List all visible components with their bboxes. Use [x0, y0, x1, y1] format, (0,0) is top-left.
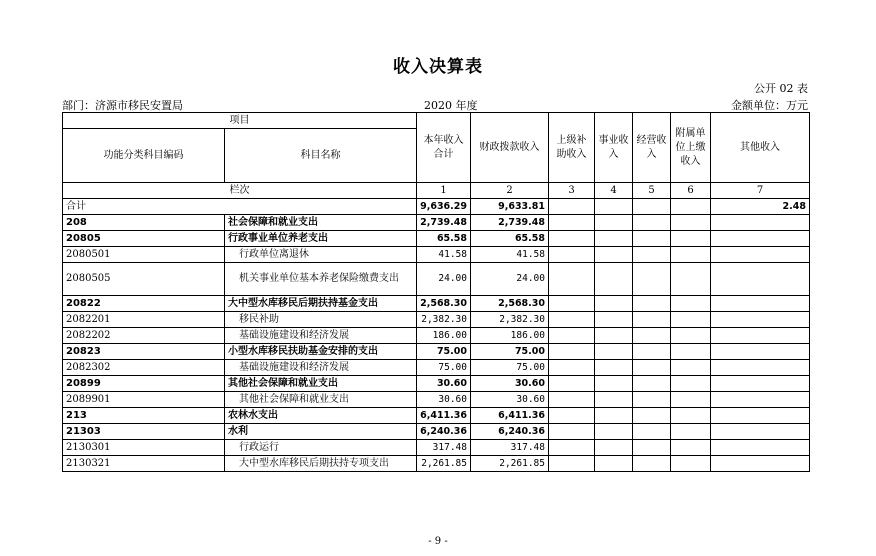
cell-name: 行政运行	[225, 440, 417, 456]
page-title: 收入决算表	[393, 57, 483, 77]
table-row	[63, 312, 810, 328]
cell-superior	[549, 328, 595, 344]
cell-code: 2080505	[63, 263, 225, 296]
cell-operating	[633, 263, 671, 296]
cell-code: 2082202	[63, 328, 225, 344]
table-row	[63, 424, 810, 440]
cell-operating	[633, 215, 671, 231]
cell-operating	[633, 328, 671, 344]
cell-total: 65.58	[417, 231, 471, 247]
cell-fiscal: 186.00	[471, 328, 549, 344]
table-row	[63, 408, 810, 424]
cell-business	[595, 215, 633, 231]
cell-affiliated	[671, 231, 711, 247]
cell-name: 社会保障和就业支出	[225, 215, 417, 231]
cell-affiliated	[671, 424, 711, 440]
cell-other: 2.48	[711, 199, 810, 215]
cell-operating	[633, 456, 671, 472]
revenue-table	[62, 112, 810, 472]
cell-superior	[549, 344, 595, 360]
cell-operating	[633, 360, 671, 376]
cell-superior	[549, 360, 595, 376]
cell-business	[595, 312, 633, 328]
table-row	[63, 263, 810, 296]
cell-total: 30.60	[417, 392, 471, 408]
department-label: 部门：济源市移民安置局	[62, 99, 183, 112]
cell-operating	[633, 408, 671, 424]
cell-other	[711, 456, 810, 472]
table-row	[63, 328, 810, 344]
cell-fiscal: 41.58	[471, 247, 549, 263]
cell-superior	[549, 312, 595, 328]
cell-superior	[549, 408, 595, 424]
cell-code: 208	[63, 215, 225, 231]
cell-business	[595, 440, 633, 456]
cell-operating	[633, 440, 671, 456]
header-project: 项目	[63, 113, 417, 129]
table-row	[63, 360, 810, 376]
cell-business	[595, 263, 633, 296]
cell-name: 基础设施建设和经济发展	[225, 360, 417, 376]
cell-name: 基础设施建设和经济发展	[225, 328, 417, 344]
cell-superior	[549, 440, 595, 456]
cell-superior	[549, 231, 595, 247]
cell-name: 行政单位离退休	[225, 247, 417, 263]
cell-fiscal: 2,568.30	[471, 296, 549, 312]
table-row	[63, 199, 810, 215]
cell-other	[711, 408, 810, 424]
table-row	[63, 456, 810, 472]
cell-business	[595, 456, 633, 472]
table-row	[63, 296, 810, 312]
year-label: 2020 年度	[424, 99, 478, 112]
cell-other	[711, 440, 810, 456]
cell-other	[711, 312, 810, 328]
cell-other	[711, 296, 810, 312]
cell-operating	[633, 312, 671, 328]
cell-total: 2,739.48	[417, 215, 471, 231]
cell-name: 小型水库移民扶助基金安排的支出	[225, 344, 417, 360]
column-index: 6	[671, 183, 711, 199]
cell-total: 6,240.36	[417, 424, 471, 440]
cell-affiliated	[671, 247, 711, 263]
column-index: 4	[595, 183, 633, 199]
header-business: 事业收入	[595, 113, 633, 183]
cell-business	[595, 328, 633, 344]
column-index: 7	[711, 183, 810, 199]
cell-total: 2,568.30	[417, 296, 471, 312]
cell-affiliated	[671, 440, 711, 456]
cell-fiscal: 9,633.81	[471, 199, 549, 215]
table-row	[63, 376, 810, 392]
cell-total: 30.60	[417, 376, 471, 392]
cell-superior	[549, 296, 595, 312]
cell-business	[595, 376, 633, 392]
column-index-label: 栏次	[63, 183, 417, 199]
cell-code: 2082201	[63, 312, 225, 328]
cell-fiscal: 24.00	[471, 263, 549, 296]
cell-affiliated	[671, 312, 711, 328]
cell-name: 农林水支出	[225, 408, 417, 424]
cell-operating	[633, 296, 671, 312]
page-number: - 9 -	[428, 536, 448, 547]
cell-code: 20805	[63, 231, 225, 247]
table-row	[63, 440, 810, 456]
cell-total: 2,261.85	[417, 456, 471, 472]
header-total: 本年收入合计	[417, 113, 471, 183]
column-index: 5	[633, 183, 671, 199]
cell-superior	[549, 247, 595, 263]
cell-affiliated	[671, 376, 711, 392]
cell-code: 213	[63, 408, 225, 424]
cell-fiscal: 75.00	[471, 344, 549, 360]
cell-fiscal: 75.00	[471, 360, 549, 376]
cell-code: 20822	[63, 296, 225, 312]
cell-code: 20823	[63, 344, 225, 360]
column-index: 3	[549, 183, 595, 199]
form-number: 公开 02 表	[754, 82, 808, 95]
table-row	[63, 344, 810, 360]
cell-fiscal: 2,261.85	[471, 456, 549, 472]
cell-name: 水利	[225, 424, 417, 440]
cell-fiscal: 317.48	[471, 440, 549, 456]
cell-affiliated	[671, 392, 711, 408]
cell-other	[711, 424, 810, 440]
cell-code: 2130301	[63, 440, 225, 456]
cell-code: 2082302	[63, 360, 225, 376]
table-row	[63, 247, 810, 263]
cell-total: 186.00	[417, 328, 471, 344]
cell-operating	[633, 424, 671, 440]
cell-code: 20899	[63, 376, 225, 392]
cell-name: 其他社会保障和就业支出	[225, 392, 417, 408]
cell-superior	[549, 376, 595, 392]
cell-superior	[549, 215, 595, 231]
cell-code: 2080501	[63, 247, 225, 263]
cell-business	[595, 199, 633, 215]
cell-operating	[633, 376, 671, 392]
cell-total: 41.58	[417, 247, 471, 263]
cell-name: 行政事业单位养老支出	[225, 231, 417, 247]
cell-affiliated	[671, 360, 711, 376]
cell-code: 合计	[63, 199, 417, 215]
header-code: 功能分类科目编码	[63, 129, 225, 183]
cell-fiscal: 2,382.30	[471, 312, 549, 328]
cell-name: 机关事业单位基本养老保险缴费支出	[225, 263, 417, 296]
cell-other	[711, 247, 810, 263]
cell-operating	[633, 199, 671, 215]
header-operating: 经营收入	[633, 113, 671, 183]
cell-name: 移民补助	[225, 312, 417, 328]
cell-name: 大中型水库移民后期扶持基金支出	[225, 296, 417, 312]
cell-affiliated	[671, 199, 711, 215]
cell-fiscal: 2,739.48	[471, 215, 549, 231]
cell-business	[595, 424, 633, 440]
header-affiliated: 附属单位上缴收入	[671, 113, 711, 183]
cell-superior	[549, 456, 595, 472]
cell-business	[595, 360, 633, 376]
header-superior: 上级补助收入	[549, 113, 595, 183]
cell-total: 6,411.36	[417, 408, 471, 424]
cell-affiliated	[671, 344, 711, 360]
header-name: 科目名称	[225, 129, 417, 183]
cell-total: 75.00	[417, 360, 471, 376]
cell-superior	[549, 392, 595, 408]
cell-total: 75.00	[417, 344, 471, 360]
cell-code: 21303	[63, 424, 225, 440]
cell-business	[595, 247, 633, 263]
cell-operating	[633, 231, 671, 247]
table-row	[63, 215, 810, 231]
cell-name: 其他社会保障和就业支出	[225, 376, 417, 392]
cell-operating	[633, 247, 671, 263]
cell-operating	[633, 392, 671, 408]
cell-affiliated	[671, 408, 711, 424]
table-row	[63, 231, 810, 247]
cell-affiliated	[671, 328, 711, 344]
cell-superior	[549, 424, 595, 440]
cell-name: 大中型水库移民后期扶持专项支出	[225, 456, 417, 472]
cell-fiscal: 30.60	[471, 376, 549, 392]
cell-other	[711, 344, 810, 360]
cell-other	[711, 231, 810, 247]
cell-other	[711, 392, 810, 408]
cell-affiliated	[671, 456, 711, 472]
cell-operating	[633, 344, 671, 360]
cell-affiliated	[671, 296, 711, 312]
cell-total: 9,636.29	[417, 199, 471, 215]
cell-total: 2,382.30	[417, 312, 471, 328]
cell-superior	[549, 199, 595, 215]
cell-other	[711, 215, 810, 231]
cell-code: 2089901	[63, 392, 225, 408]
cell-code: 2130321	[63, 456, 225, 472]
table-row	[63, 392, 810, 408]
cell-total: 317.48	[417, 440, 471, 456]
cell-business	[595, 344, 633, 360]
cell-business	[595, 408, 633, 424]
header-fiscal: 财政拨款收入	[471, 113, 549, 183]
cell-fiscal: 6,240.36	[471, 424, 549, 440]
cell-fiscal: 65.58	[471, 231, 549, 247]
cell-other	[711, 328, 810, 344]
cell-business	[595, 231, 633, 247]
cell-affiliated	[671, 215, 711, 231]
cell-other	[711, 376, 810, 392]
column-index: 2	[471, 183, 549, 199]
cell-fiscal: 30.60	[471, 392, 549, 408]
header-other: 其他收入	[711, 113, 810, 183]
cell-total: 24.00	[417, 263, 471, 296]
column-index: 1	[417, 183, 471, 199]
cell-fiscal: 6,411.36	[471, 408, 549, 424]
cell-business	[595, 296, 633, 312]
cell-other	[711, 263, 810, 296]
cell-superior	[549, 263, 595, 296]
cell-business	[595, 392, 633, 408]
unit-label: 金额单位：万元	[731, 99, 808, 112]
cell-affiliated	[671, 263, 711, 296]
cell-other	[711, 360, 810, 376]
